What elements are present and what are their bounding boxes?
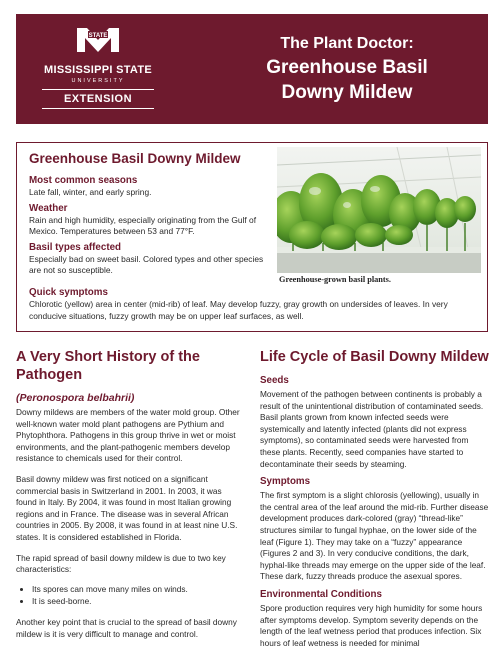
msu-extension-logo: [34, 24, 162, 116]
subsection-heading: Symptoms: [260, 476, 311, 488]
life-cycle-section: [260, 348, 490, 649]
subsection-heading: Seeds: [260, 375, 289, 386]
paragraph: The rapid spread of basil downy mildew is due to two key characteristics:: [16, 552, 226, 575]
section-title: Life Cycle of Basil Downy Mildew: [260, 349, 489, 365]
logo-divider: [42, 89, 154, 90]
logo-university-name: MISSISSIPPI STATE: [44, 64, 152, 76]
banner-kicker: The Plant Doctor:: [280, 35, 414, 52]
paragraph: The first symptom is a slight chlorosis (yellowing), usually in the central area of the leaf around the mid-rib. Further disease development produces dark-colored (gray) “thread-like” structures similar to fungal hyphae, on the lower side of the leaf (Figure 1). They may take on a “fuzzy” appearance (Figures 2 and 3). In very conducive conditions, the dark, hyphal-like threads may emerge on the upper side of the leaf. These dark, fuzzy threads produce the asexual spores.: [260, 490, 489, 582]
paragraph: Downy mildews are members of the water mold group. Other well-known water mold plant pathogens are Pythium and Phytophthora. Pathogens in this group thrive in wet or moist environments, and the plant-pathogenic members develop resistance to chemicals used for their control.: [16, 407, 240, 464]
paragraph: Spore production requires very high humidity for some hours after symptoms develop. Symptom severity depends on the length of the leaf wetness period that produces infection. Six hours of leaf wetness is needed for minimal: [260, 602, 483, 648]
list-item: • It is seed-borne.: [32, 596, 242, 608]
logo-extension: EXTENSION: [63, 93, 133, 105]
summary-box: [16, 142, 488, 332]
photo-caption: Greenhouse-grown basil plants.: [279, 275, 391, 284]
logo-university-word: UNIVERSITY: [71, 78, 125, 84]
paragraph: Another key point that is crucial to the spread of basil downy mildew is it is very difficult to manage and control.: [16, 616, 237, 639]
summary-facts: [29, 171, 275, 277]
paragraph: Basil downy mildew was first noticed on a significant commercial basis in Switzerland in 2001. In 2003, it was found in Italy. By 2004, it was found in most Italian growing regions and in France. The disease was in several African countries in 2005. By 2008, it was found in at least nine U.S. states. It is considered established in Florida.: [16, 473, 238, 542]
bullet-list: [32, 584, 242, 608]
summary-title: Greenhouse Basil Downy Mildew: [29, 151, 241, 166]
banner-title-block: [216, 34, 478, 104]
banner-title-line: Greenhouse Basil: [266, 57, 428, 78]
fact-heading: Basil types affected: [29, 241, 122, 253]
fact-text: Especially bad on sweet basil. Colored types and other species are not so susceptible.: [29, 253, 264, 275]
fact-heading: Weather: [29, 202, 68, 214]
pathogen-name: (Peronospora belbahrii): [16, 392, 135, 404]
section-title: A Very Short History of the Pathogen: [16, 349, 200, 383]
banner-title-line: Downy Mildew: [281, 82, 413, 103]
msu-m-mark-icon: [75, 24, 121, 56]
header-banner: [16, 14, 488, 124]
fact-heading: Quick symptoms: [29, 287, 108, 298]
basil-photo: [277, 147, 481, 273]
fact-text: Rain and high humidity, especially originating from the Gulf of Mexico. Temperatures between 53 and 77°F.: [29, 214, 257, 236]
paragraph: Movement of the pathogen between continents is probably a result of the unintentional distribution of contaminated seeds. Basil plants grown from known infected seeds were systemically and latently infected (plants did not express symptoms), so contaminated seeds were harvested from these plants. Recently, seed companies have started to decontaminate their seeds by steaming.: [260, 389, 484, 469]
fact-heading: Most common seasons: [29, 175, 138, 186]
logo-divider: [42, 108, 154, 109]
quick-symptoms: [29, 283, 479, 322]
fact-text: Late fall, winter, and early spring.: [29, 187, 152, 197]
subsection-heading: Environmental Conditions: [260, 588, 382, 600]
history-section: [16, 348, 242, 640]
list-item: • Its spores can move many miles on winds.: [32, 584, 242, 596]
svg-text:STATE: STATE: [88, 33, 108, 39]
fact-text: Chlorotic (yellow) area in center (mid-rib) of leaf. May develop fuzzy, gray growth on undersides of leaves. In very conducive situations, fuzzy growth may be on upper leaf surfaces, as well.: [29, 299, 448, 321]
